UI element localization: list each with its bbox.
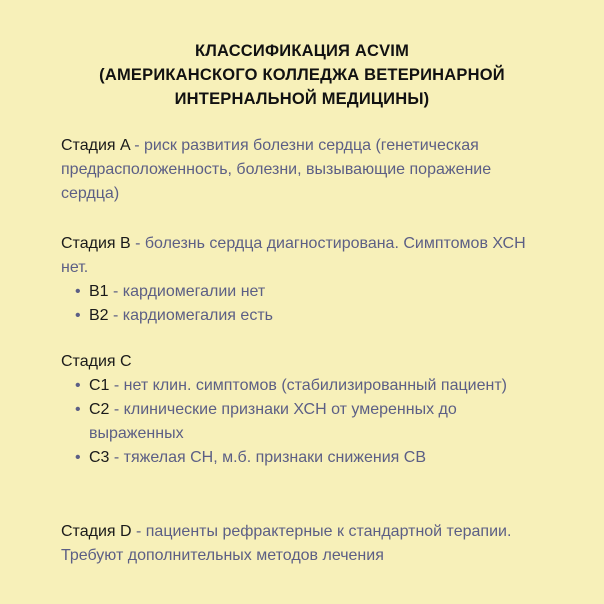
stage-d-label: Стадия D <box>61 523 132 540</box>
title-line-1: КЛАССИФИКАЦИЯ ACVIM <box>194 42 410 60</box>
stage-b-section <box>61 232 546 328</box>
substage-label: C1 <box>89 377 110 394</box>
stage-a-paragraph <box>61 134 546 206</box>
stage-b-label: Стадия B <box>61 235 131 252</box>
bullet-icon: • <box>75 449 81 466</box>
stage-c-label: Стадия C <box>61 353 132 370</box>
substage-text: - нет клин. симптомов (стабилизированный пациент) <box>109 377 507 394</box>
page-title <box>40 39 564 111</box>
title-line-3: ИНТЕРНАЛЬНОЙ МЕДИЦИНЫ) <box>174 90 430 108</box>
substage-label: B2 <box>89 307 109 324</box>
substage-text: - кардиомегалии нет <box>108 283 266 300</box>
substage-text: - кардиомегалия есть <box>108 307 273 324</box>
stage-b-paragraph <box>61 232 546 280</box>
list-item <box>61 304 546 328</box>
stage-d-paragraph <box>61 520 546 568</box>
stage-c-section <box>61 350 546 470</box>
substage-text: - клинические признаки ХСН от умеренных до выраженных <box>89 401 457 442</box>
stage-d-section <box>61 520 546 568</box>
substage-label: C3 <box>89 449 110 466</box>
list-item <box>61 446 546 470</box>
substage-label: B1 <box>89 283 109 300</box>
bullet-icon: • <box>75 377 81 394</box>
stage-a-text: - риск развития болезни сердца (генетическая предрасположенность, болезни, вызывающие поражение сердца) <box>61 137 492 202</box>
substage-label: C2 <box>89 401 110 418</box>
list-item <box>61 374 546 398</box>
list-item <box>61 280 546 304</box>
stage-c-list <box>61 374 546 470</box>
stage-d-text: - пациенты рефрактерные к стандартной терапии. Требуют дополнительных методов лечения <box>61 523 512 564</box>
stage-c-paragraph <box>61 350 546 374</box>
bullet-icon: • <box>75 283 81 300</box>
bullet-icon: • <box>75 401 81 418</box>
stage-a-section <box>61 134 546 206</box>
stage-a-label: Стадия A <box>61 137 130 154</box>
stage-b-list <box>61 280 546 328</box>
list-item <box>61 398 546 446</box>
bullet-icon: • <box>75 307 81 324</box>
title-line-2: (АМЕРИКАНСКОГО КОЛЛЕДЖА ВЕТЕРИНАРНОЙ <box>99 66 505 84</box>
substage-text: - тяжелая СН, м.б. признаки снижения СВ <box>109 449 427 466</box>
stage-b-text: - болезнь сердца диагностирована. Симптомов ХСН нет. <box>61 235 526 276</box>
